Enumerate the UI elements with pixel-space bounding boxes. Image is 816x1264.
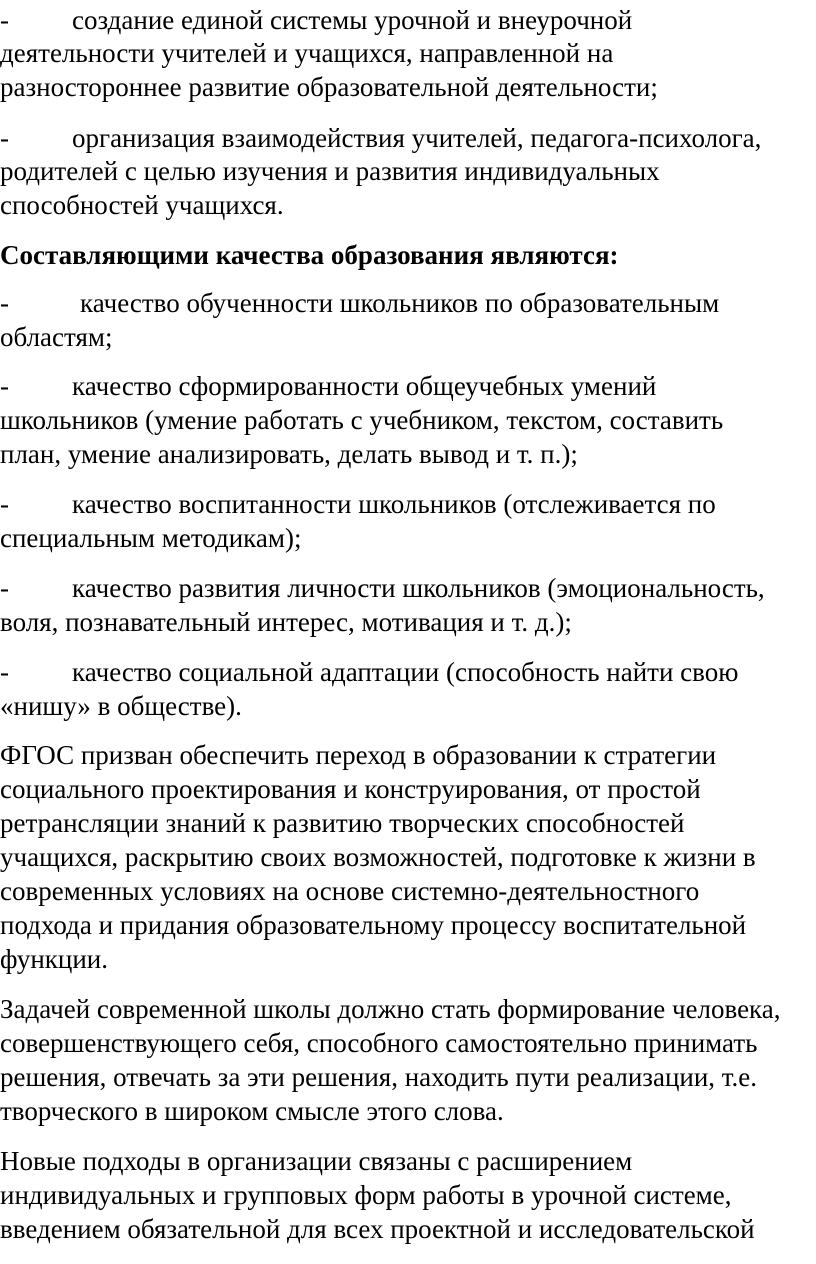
- list-item-line: областям;: [0, 322, 113, 352]
- paragraph-line: творческого в широком смысле этого слова.: [0, 1096, 504, 1126]
- list-dash: -: [0, 371, 9, 401]
- paragraph-line: ретрансляции знаний к развитию творческих способностей: [0, 808, 685, 838]
- list-item-line: создание единой системы урочной и внеурочной: [72, 5, 633, 35]
- paragraph-line: современных условиях на основе системно-деятельностного: [0, 876, 700, 906]
- list-item-line: школьников (умение работать с учебником, текстом, составить: [0, 405, 724, 435]
- list-item-line: качество воспитанности школьников (отслеживается по: [72, 489, 716, 519]
- list-dash: -: [0, 657, 9, 687]
- list-dash: -: [0, 288, 9, 318]
- list-dash: -: [0, 573, 9, 603]
- list-dash: -: [0, 123, 9, 153]
- paragraph-line: учащихся, раскрытию своих возможностей, подготовке к жизни в: [0, 842, 756, 872]
- list-dash: -: [0, 5, 9, 35]
- list-item-line: специальным методикам);: [0, 523, 302, 553]
- list-item-line: «нишу» в обществе).: [0, 691, 242, 721]
- paragraph-line: ФГОС призван обеспечить переход в образовании к стратегии: [0, 740, 717, 770]
- section-heading: Составляющими качества образования являются:: [0, 240, 619, 270]
- list-item-line: качество сформированности общеучебных умений: [72, 371, 657, 401]
- paragraph-line: индивидуальных и групповых форм работы в урочной системе,: [0, 1180, 732, 1210]
- paragraph-line: Задачей современной школы должно стать формирование человека,: [0, 994, 781, 1024]
- paragraph-line: функции.: [0, 944, 108, 974]
- paragraph-line: решения, отвечать за эти решения, находить пути реализации, т.е.: [0, 1062, 758, 1092]
- paragraph-line: совершенствующего себя, способного самостоятельно принимать: [0, 1028, 758, 1058]
- list-item-line: качество развития личности школьников (эмоциональность,: [72, 573, 765, 603]
- list-item-line: качество обученности школьников по образовательным: [80, 288, 720, 318]
- list-item-line: воля, познавательный интерес, мотивация и т. д.);: [0, 607, 572, 637]
- paragraph-line: социального проектирования и конструирования, от простой: [0, 774, 701, 804]
- paragraph-line: введением обязательной для всех проектной и исследовательской: [0, 1214, 755, 1244]
- list-item-line: качество социальной адаптации (способность найти свою: [72, 657, 739, 687]
- paragraph-line: подхода и придания образовательному процессу воспитательной: [0, 910, 747, 940]
- list-item-line: способностей учащихся.: [0, 190, 284, 220]
- list-dash: -: [0, 489, 9, 519]
- list-item-line: разностороннее развитие образовательной деятельности;: [0, 72, 658, 102]
- list-item-line: план, умение анализировать, делать вывод и т. п.);: [0, 439, 578, 469]
- list-item-line: деятельности учителей и учащихся, направленной на: [0, 38, 614, 68]
- list-item-line: родителей с целью изучения и развития индивидуальных: [0, 156, 660, 186]
- list-item-line: организация взаимодействия учителей, педагога-психолога,: [72, 123, 762, 153]
- paragraph-line: Новые подходы в организации связаны с расширением: [0, 1146, 633, 1176]
